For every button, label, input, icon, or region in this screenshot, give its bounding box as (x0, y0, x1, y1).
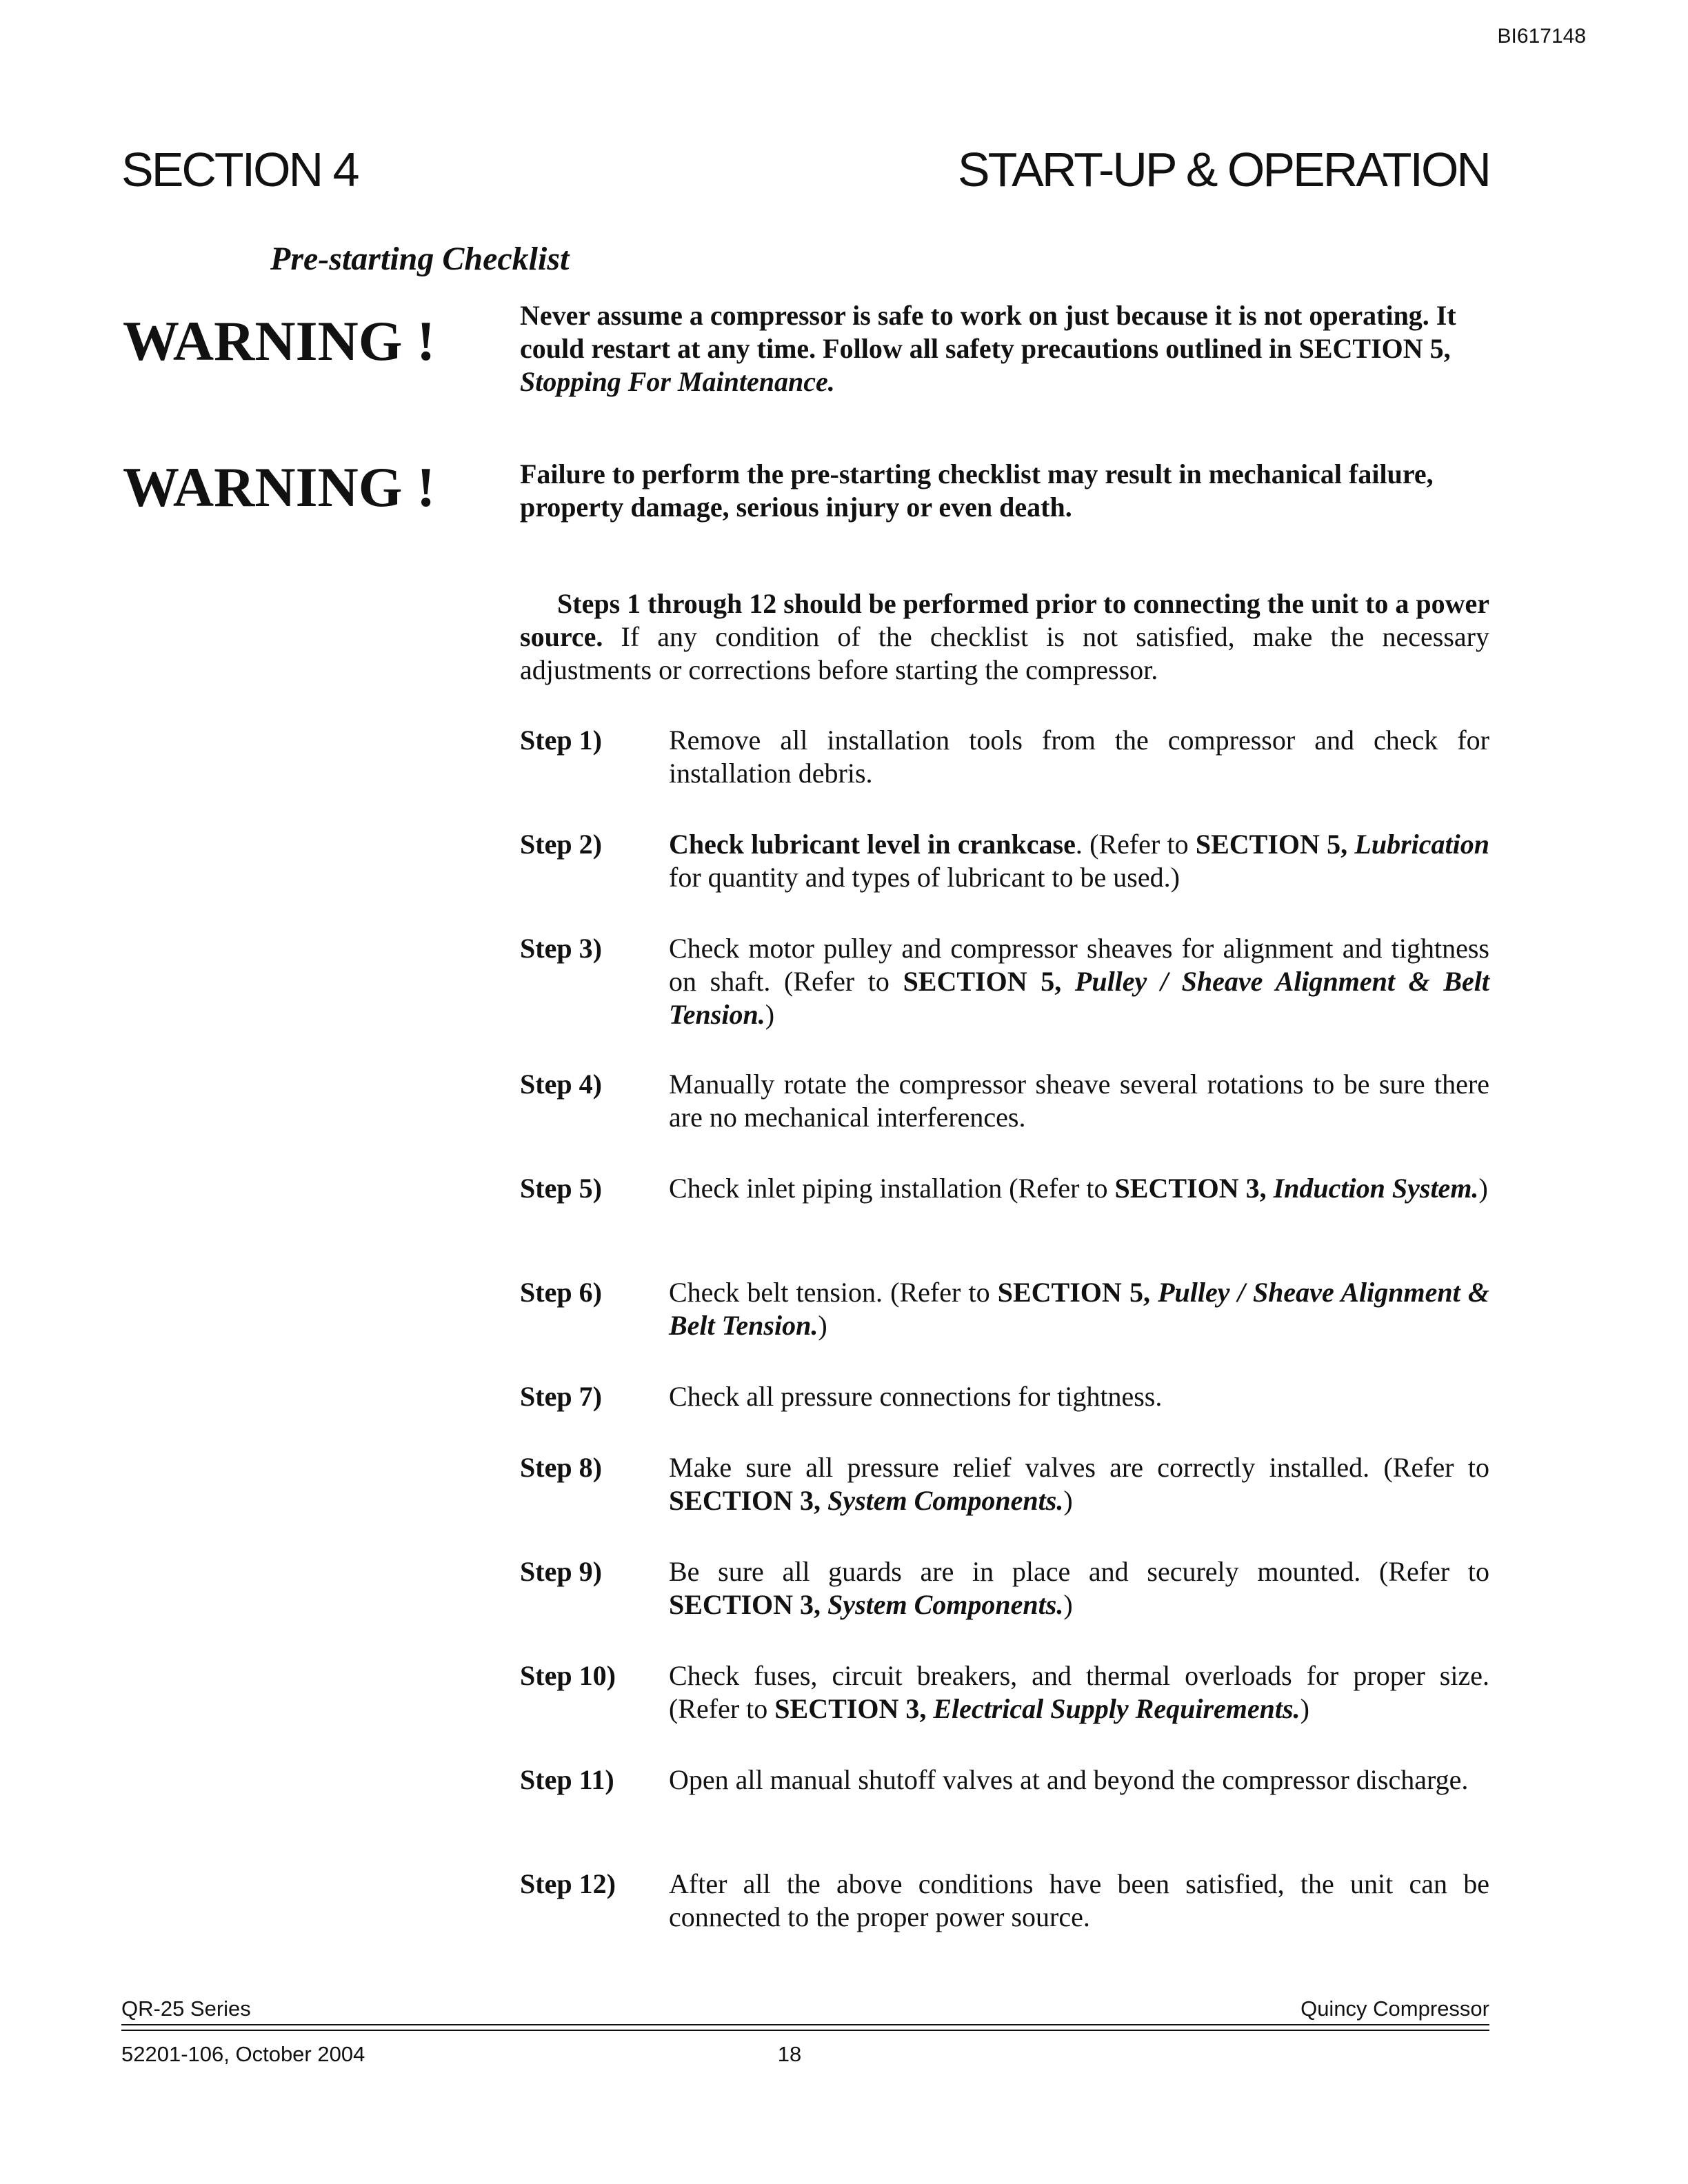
footer-company: Quincy Compressor (1300, 1996, 1489, 2021)
step-2-label: Step 2) (520, 829, 602, 860)
step-12-label: Step 12) (520, 1868, 616, 1899)
step-2-text-a: . (Refer to (1075, 829, 1196, 860)
step-11-label: Step 11) (520, 1764, 614, 1795)
intro-text: If any condition of the checklist is not satisfied, make the necessary adjustments or corrections before starting the compressor. (520, 621, 1489, 685)
step-10-text-b: ) (1300, 1693, 1309, 1724)
step-3-text (669, 932, 1489, 1031)
page-number: 18 (777, 2042, 802, 2066)
step-4-label: Step 4) (520, 1069, 602, 1100)
step-8-text-a: Make sure all pressure relief valves are correctly installed. (Refer to (669, 1452, 1489, 1483)
section-title: START-UP & OPERATION (957, 143, 1489, 196)
footer-rule-bottom (121, 2030, 1489, 2031)
step-6-ref-title: Pulley / Sheave Alignment & Belt Tension. (669, 1277, 1490, 1341)
step-9-text (669, 1555, 1489, 1621)
step-7-label: Step 7) (520, 1381, 602, 1412)
step-9-ref-title: System Components. (827, 1589, 1064, 1620)
step-2-ref-title: Lubrication (1354, 829, 1490, 860)
step-5-text-b: ) (1478, 1173, 1488, 1204)
step-6-text-b: ) (818, 1310, 827, 1341)
step-10-label: Step 10) (520, 1660, 616, 1691)
step-3-text-b: ) (765, 999, 775, 1030)
step-3-ref-title: Pulley / Sheave Alignment & Belt Tension. (669, 966, 1490, 1030)
step-1-label: Step 1) (520, 725, 602, 756)
step-9-ref-section: SECTION 3, (669, 1589, 828, 1620)
step-1-text: Remove all installation tools from the compressor and check for installation debris. (669, 725, 1489, 789)
step-5-label: Step 5) (520, 1173, 602, 1204)
step-8-text (669, 1451, 1489, 1517)
footer-doc-number: 52201-106, October 2004 (121, 2042, 365, 2066)
intro-bold: Steps 1 through 12 should be performed prior to connecting the unit to a power source. (520, 588, 1489, 652)
section-number: SECTION 4 (121, 143, 358, 196)
step-8-text-b: ) (1063, 1485, 1073, 1516)
warning-text-1-ref: Stopping For Maintenance. (520, 366, 835, 397)
warning-text-1 (520, 299, 1489, 398)
step-6-text (669, 1276, 1489, 1342)
step-10-text (669, 1659, 1489, 1726)
step-6-text-a: Check belt tension. (Refer to (669, 1277, 998, 1308)
step-5-ref-section: SECTION 3, (1114, 1173, 1274, 1204)
warning-text-1-body: Never assume a compressor is safe to work on just because it is not operating. It could restart at any time. Follow all safety precautions outlined in SECTION 5, (520, 300, 1456, 364)
step-5-text (669, 1172, 1489, 1205)
intro-paragraph (520, 587, 1489, 687)
step-12-text: After all the above conditions have been satisfied, the unit can be connected to the proper power source. (669, 1868, 1489, 1932)
step-6-ref-section: SECTION 5, (997, 1277, 1158, 1308)
step-2-lead: Check lubricant level in crankcase (669, 829, 1076, 860)
step-9-text-b: ) (1063, 1589, 1073, 1620)
step-10-ref-title: Electrical Supply Requirements. (933, 1693, 1300, 1724)
step-8-ref-section: SECTION 3, (669, 1485, 828, 1516)
document-id: BI617148 (1497, 25, 1586, 48)
step-4-text: Manually rotate the compressor sheave several rotations to be sure there are no mechanical interferences. (669, 1069, 1489, 1133)
step-6-label: Step 6) (520, 1277, 602, 1308)
step-5-ref-title: Induction System. (1273, 1173, 1479, 1204)
step-8-label: Step 8) (520, 1452, 602, 1483)
step-11-text: Open all manual shutoff valves at and beyond the compressor discharge. (669, 1764, 1469, 1795)
warning-label-2: WARNING ! (123, 456, 436, 518)
checklist-heading: Pre-starting Checklist (270, 241, 570, 277)
footer-rule-top (121, 2024, 1489, 2025)
warning-label-1: WARNING ! (123, 310, 436, 372)
step-9-label: Step 9) (520, 1556, 602, 1587)
footer-series: QR-25 Series (121, 1996, 251, 2021)
step-3-text-a: Check motor pulley and compressor sheaves for alignment and tightness on shaft. (Refer to (669, 933, 1489, 997)
step-3-label: Step 3) (520, 933, 602, 964)
step-3-ref-section: SECTION 5, (903, 966, 1075, 997)
step-9-text-a: Be sure all guards are in place and securely mounted. (Refer to (669, 1556, 1489, 1587)
step-2-ref-section: SECTION 5, (1195, 829, 1355, 860)
step-5-text-a: Check inlet piping installation (Refer to (669, 1173, 1115, 1204)
warning-text-2: Failure to perform the pre-starting checklist may result in mechanical failure, property damage, serious injury or even death. (520, 458, 1434, 523)
step-2-text-b: for quantity and types of lubricant to be used.) (669, 862, 1180, 893)
step-10-ref-section: SECTION 3, (774, 1693, 934, 1724)
step-2-text (669, 828, 1489, 894)
step-7-text: Check all pressure connections for tightness. (669, 1381, 1163, 1412)
step-10-text-a: Check fuses, circuit breakers, and thermal overloads for proper size. (Refer to (669, 1660, 1489, 1724)
step-8-ref-title: System Components. (827, 1485, 1064, 1516)
